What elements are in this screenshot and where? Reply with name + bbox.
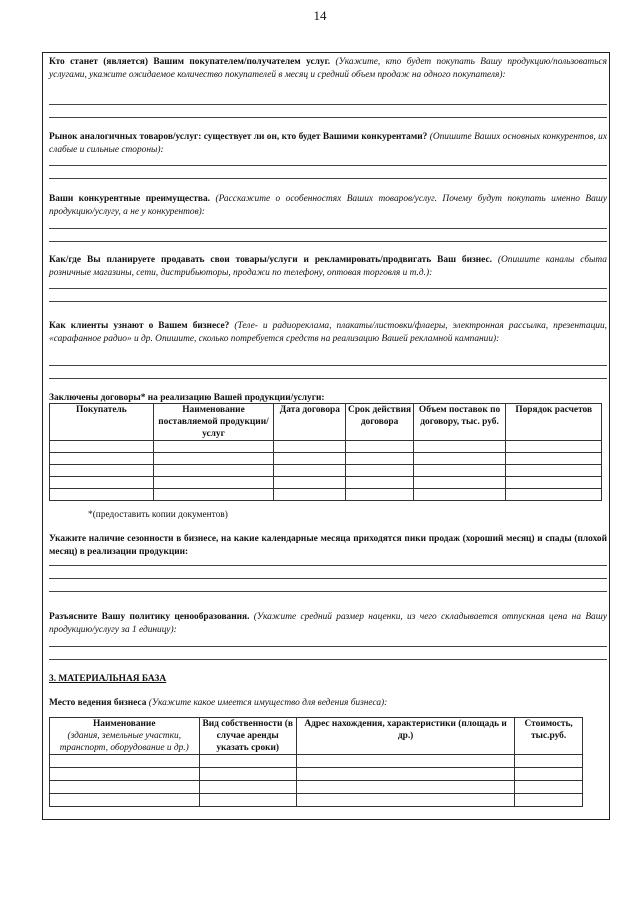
question-pricing-hint: (Укажите средний размер наценки, из чего складывается отпускная цена на Вашу продукцию/услугу за 1 единицу): <box>49 612 607 635</box>
question-business-location-hint: (Укажите какое имеется имущество для ведения бизнеса): <box>146 698 388 708</box>
table-row <box>50 465 602 477</box>
question-competitors-hint: (Опишите Ваших основных конкурентов, их слабые и сильные стороны): <box>49 132 607 155</box>
question-business-location <box>49 697 607 710</box>
answer-line[interactable] <box>49 591 607 592</box>
col-address: Адрес нахождения, характеристики (площадь и др.) <box>296 718 514 755</box>
table-row <box>50 441 602 453</box>
question-competitors <box>49 131 607 156</box>
col-asset-name-hint: (здания, земельные участки, транспорт, оборудование и др.) <box>59 731 189 753</box>
answer-line[interactable] <box>49 288 607 289</box>
question-customers-hint: (Укажите, кто будет покупать Вашу продукцию/пользоваться услугами, укажите ожидаемое количество покупателей в месяц и средний объем продаж на одного покупателя): <box>49 57 607 80</box>
question-advantages <box>49 193 607 218</box>
contracts-footnote: *(предоставить копии документов) <box>88 510 228 520</box>
table-row <box>50 489 602 501</box>
answer-line[interactable] <box>49 117 607 118</box>
answer-line[interactable] <box>49 301 607 302</box>
answer-line[interactable] <box>49 565 607 566</box>
assets-table <box>49 717 583 807</box>
col-payment-terms: Порядок расчетов <box>506 404 602 441</box>
answer-line[interactable] <box>49 378 607 379</box>
col-asset-name <box>50 718 200 755</box>
question-seasonality: Укажите наличие сезонности в бизнесе, на какие календарные месяца приходятся пики продаж (хороший месяц) и спады (плохой месяц) в реализации продукции: <box>49 534 607 557</box>
question-customers-title: Кто станет (является) Вашим покупателем/получателем услуг. <box>49 57 331 67</box>
question-advantages-hint: (Расскажите о особенностях Ваших товаров/услуг. Почему будут покупать именно Вашу продукцию/услугу, а не у конкурентов): <box>49 194 607 217</box>
table-row <box>50 794 583 807</box>
answer-line[interactable] <box>49 165 607 166</box>
col-supply-volume: Объем поставок по договору, тыс. руб. <box>413 404 506 441</box>
assets-table-header <box>50 718 583 755</box>
answer-line[interactable] <box>49 578 607 579</box>
table-row <box>50 781 583 794</box>
answer-line[interactable] <box>49 104 607 105</box>
contracts-table <box>49 403 602 501</box>
question-sales-channels-title: Как/где Вы планируете продавать свои товары/услуги и рекламировать/продвигать Ваш бизнес. <box>49 255 492 265</box>
answer-line[interactable] <box>49 365 607 366</box>
answer-line[interactable] <box>49 228 607 229</box>
question-sales-channels <box>49 254 607 279</box>
col-ownership: Вид собственности (в случае аренды указать сроки) <box>199 718 296 755</box>
table-row <box>50 477 602 489</box>
question-marketing <box>49 320 607 345</box>
col-contract-date: Дата договора <box>274 404 346 441</box>
table-row <box>50 453 602 465</box>
question-pricing <box>49 611 607 636</box>
table-row <box>50 768 583 781</box>
contracts-title: Заключены договоры* на реализацию Вашей продукции/услуги: <box>49 393 325 403</box>
answer-line[interactable] <box>49 646 607 647</box>
col-buyer: Покупатель <box>50 404 154 441</box>
answer-line[interactable] <box>49 659 607 660</box>
question-competitors-title: Рынок аналогичных товаров/услуг: существует ли он, кто будет Вашими конкурентами? <box>49 132 428 142</box>
question-pricing-title: Разъясните Вашу политику ценообразования. <box>49 612 250 622</box>
question-marketing-hint: (Теле- и радиореклама, плакаты/листовки/флаеры, электронная рассылка, презентации, «сарафанное радио» и др. Опишите, сколько потребуется средств на реализацию Вашей рекламной кампании): <box>49 321 607 344</box>
col-product: Наименование поставляемой продукции/услуг <box>153 404 274 441</box>
section-heading: 3. МАТЕРИАЛЬНАЯ БАЗА <box>49 674 167 684</box>
col-contract-term: Срок действия договора <box>346 404 413 441</box>
col-asset-name-title: Наименование <box>93 719 156 729</box>
question-marketing-title: Как клиенты узнают о Вашем бизнесе? <box>49 321 230 331</box>
col-cost: Стоимость, тыс.руб. <box>515 718 583 755</box>
question-advantages-title: Ваши конкурентные преимущества. <box>49 194 211 204</box>
page-number: 14 <box>313 8 327 23</box>
question-customers <box>49 56 607 81</box>
question-sales-channels-hint: (Опишите каналы сбыта розничные магазины, сети, дистрибьюторы, продажи по телефону, оптовая торговля и т.д.): <box>49 255 607 278</box>
table-row <box>50 755 583 768</box>
answer-line[interactable] <box>49 178 607 179</box>
answer-line[interactable] <box>49 241 607 242</box>
question-business-location-title: Место ведения бизнеса <box>49 698 147 708</box>
contracts-table-header <box>50 404 602 441</box>
